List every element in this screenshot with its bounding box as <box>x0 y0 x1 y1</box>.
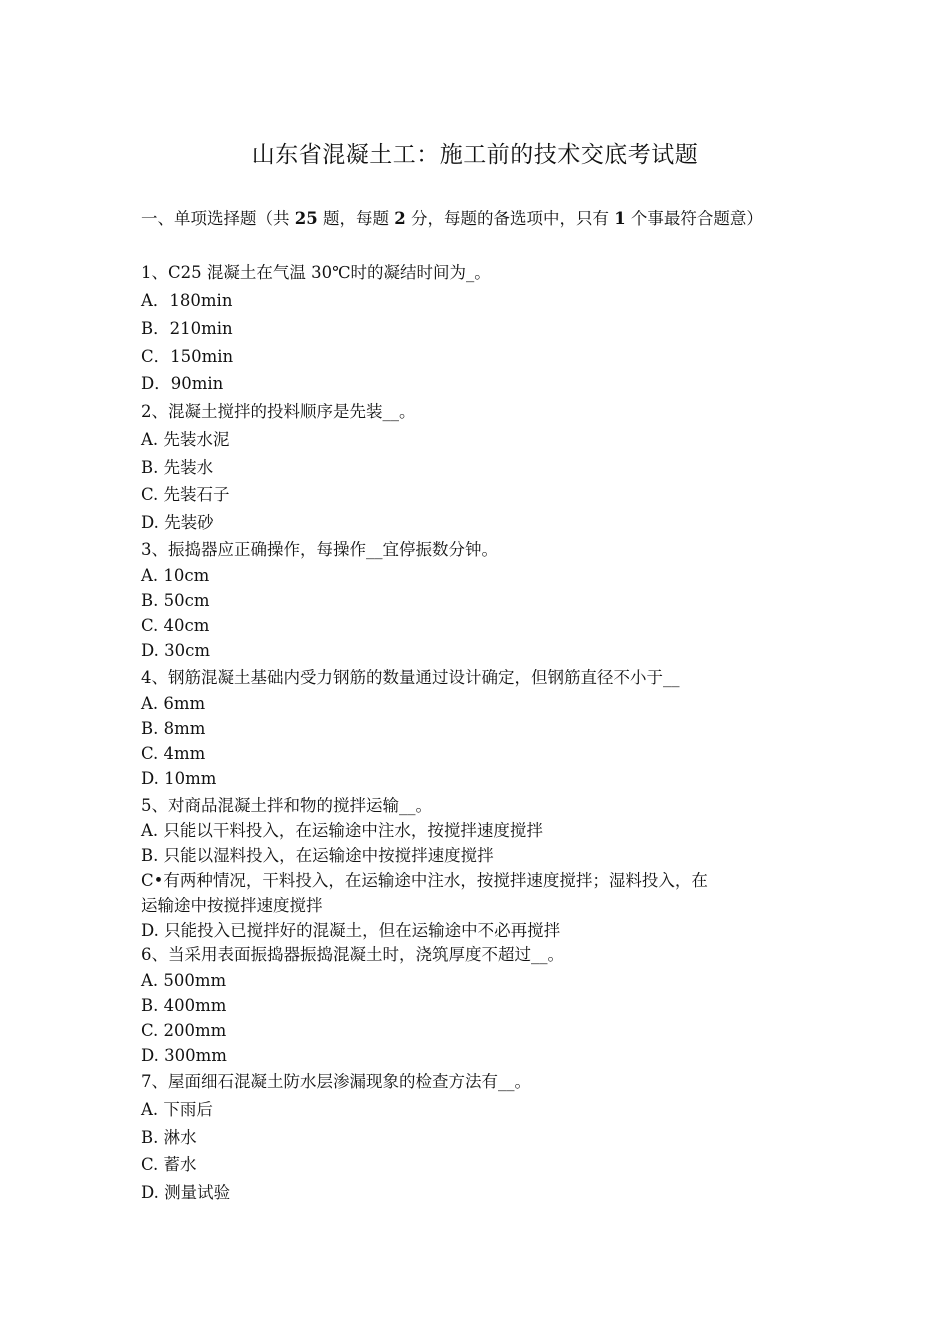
question-count: 25 <box>294 209 318 228</box>
option-1a: A．180min <box>141 291 233 310</box>
option-6d: D. 300mm <box>141 1046 227 1065</box>
option-6b: B. 400mm <box>141 996 227 1015</box>
question-6: 6、当采用表面振捣器振捣混凝土时，浇筑厚度不超过__。 <box>141 945 564 964</box>
option-3a: A. 10cm <box>141 566 210 585</box>
option-2d: D. 先装砂 <box>141 513 214 532</box>
question-3: 3、振捣器应正确操作，每操作__宜停振数分钟。 <box>141 540 498 559</box>
document-title: 山东省混凝土工：施工前的技术交底考试题 <box>251 142 699 168</box>
option-1c: C．150min <box>141 347 234 366</box>
option-4a: A. 6mm <box>141 694 206 713</box>
question-5: 5、对商品混凝土拌和物的搅拌运输__。 <box>141 796 432 815</box>
option-4b: B. 8mm <box>141 719 206 738</box>
option-5c-continued: 运输途中按搅拌速度搅拌 <box>141 896 323 915</box>
question-7: 7、屋面细石混凝土防水层渗漏现象的检查方法有__。 <box>141 1072 531 1091</box>
option-7a: A. 下雨后 <box>141 1100 213 1119</box>
correct-count: 1 <box>614 209 626 228</box>
section-text-4: 个事最符合题意） <box>625 209 763 228</box>
option-4c: C. 4mm <box>141 744 206 763</box>
option-7d: D. 测量试验 <box>141 1183 231 1202</box>
option-5d: D. 只能投入已搅拌好的混凝土，但在运输途中不必再搅拌 <box>141 921 561 940</box>
points-per-question: 2 <box>394 209 406 228</box>
option-7c: C. 蓄水 <box>141 1155 197 1174</box>
option-1d: D．90min <box>141 374 224 393</box>
question-2: 2、混凝土搅拌的投料顺序是先装__。 <box>141 402 416 421</box>
option-2a: A. 先装水泥 <box>141 430 230 449</box>
option-2c: C. 先装石子 <box>141 485 230 504</box>
option-6a: A. 500mm <box>141 971 227 990</box>
option-3b: B. 50cm <box>141 591 210 610</box>
option-4d: D. 10mm <box>141 769 217 788</box>
option-5a: A. 只能以干料投入，在运输途中注水，按搅拌速度搅拌 <box>141 821 543 840</box>
option-3d: D. 30cm <box>141 641 211 660</box>
option-5b: B. 只能以湿料投入，在运输途中按搅拌速度搅拌 <box>141 846 494 865</box>
section-text-1: 一、单项选择题（共 <box>141 209 295 228</box>
question-1: 1、C25 混凝土在气温 30℃时的凝结时间为_。 <box>141 263 491 282</box>
option-6c: C. 200mm <box>141 1021 227 1040</box>
option-7b: B. 淋水 <box>141 1128 197 1147</box>
question-4: 4、钢筋混凝土基础内受力钢筋的数量通过设计确定，但钢筋直径不小于__ <box>141 668 680 687</box>
option-2b: B. 先装水 <box>141 458 214 477</box>
option-5c: C•有两种情况，干料投入，在运输途中注水，按搅拌速度搅拌；湿料投入，在 <box>141 871 708 890</box>
option-3c: C. 40cm <box>141 616 210 635</box>
section-text-3: 分，每题的备选项中，只有 <box>405 209 615 228</box>
option-1b: B．210min <box>141 319 233 338</box>
section-heading <box>141 207 806 231</box>
section-text-2: 题，每题 <box>317 209 395 228</box>
